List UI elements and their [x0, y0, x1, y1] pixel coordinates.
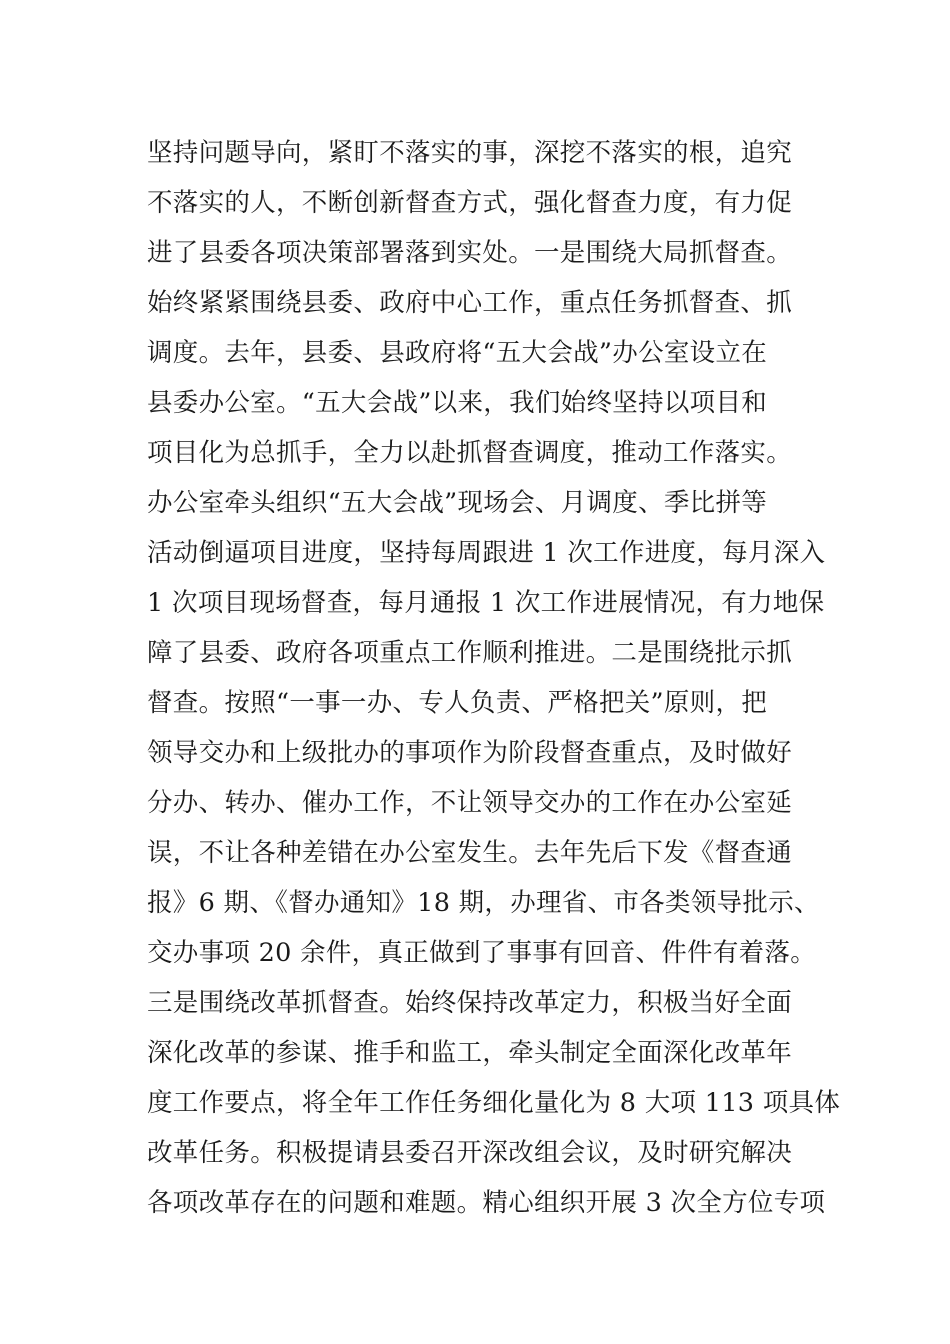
- text-line: 县委办公室。“五大会战”以来，我们始终坚持以项目和: [147, 388, 768, 418]
- text-line: 深化改革的参谋、推手和监工，牵头制定全面深化改革年: [147, 1038, 793, 1068]
- text-line: 办公室牵头组织“五大会战”现场会、月调度、季比拼等: [147, 488, 768, 518]
- body-paragraph: [147, 128, 841, 1228]
- text-line: 坚持问题导向，紧盯不落实的事，深挖不落实的根，追究: [147, 138, 793, 168]
- text-line: 进了县委各项决策部署落到实处。一是围绕大局抓督查。: [147, 238, 793, 268]
- text-line: 改革任务。积极提请县委召开深改组会议，及时研究解决: [147, 1138, 793, 1168]
- text-line: 度工作要点，将全年工作任务细化量化为 8 大项 113 项具体: [147, 1088, 841, 1118]
- text-line: 不落实的人，不断创新督查方式，强化督查力度，有力促: [147, 188, 793, 218]
- text-line: 交办事项 20 余件，真正做到了事事有回音、件件有着落。: [147, 938, 817, 968]
- text-line: 督查。按照“一事一办、专人负责、严格把关”原则，把: [147, 688, 768, 718]
- text-line: 调度。去年，县委、县政府将“五大会战”办公室设立在: [147, 338, 768, 368]
- text-line: 项目化为总抓手，全力以赴抓督查调度，推动工作落实。: [147, 438, 793, 468]
- text-line: 三是围绕改革抓督查。始终保持改革定力，积极当好全面: [147, 988, 793, 1018]
- text-line: 始终紧紧围绕县委、政府中心工作，重点任务抓督查、抓: [147, 288, 793, 318]
- text-line: 报》6 期、《督办通知》18 期，办理省、市各类领导批示、: [147, 888, 820, 918]
- text-line: 障了县委、政府各项重点工作顺利推进。二是围绕批示抓: [147, 638, 793, 668]
- text-line: 1 次项目现场督查，每月通报 1 次工作进展情况，有力地保: [147, 588, 825, 618]
- text-line: 活动倒逼项目进度，坚持每周跟进 1 次工作进度，每月深入: [147, 538, 826, 568]
- text-line: 领导交办和上级批办的事项作为阶段督查重点，及时做好: [147, 738, 793, 768]
- text-line: 分办、转办、催办工作，不让领导交办的工作在办公室延: [147, 788, 793, 818]
- text-line: 误，不让各种差错在办公室发生。去年先后下发《督查通: [147, 838, 793, 868]
- text-line: 各项改革存在的问题和难题。精心组织开展 3 次全方位专项: [147, 1188, 826, 1218]
